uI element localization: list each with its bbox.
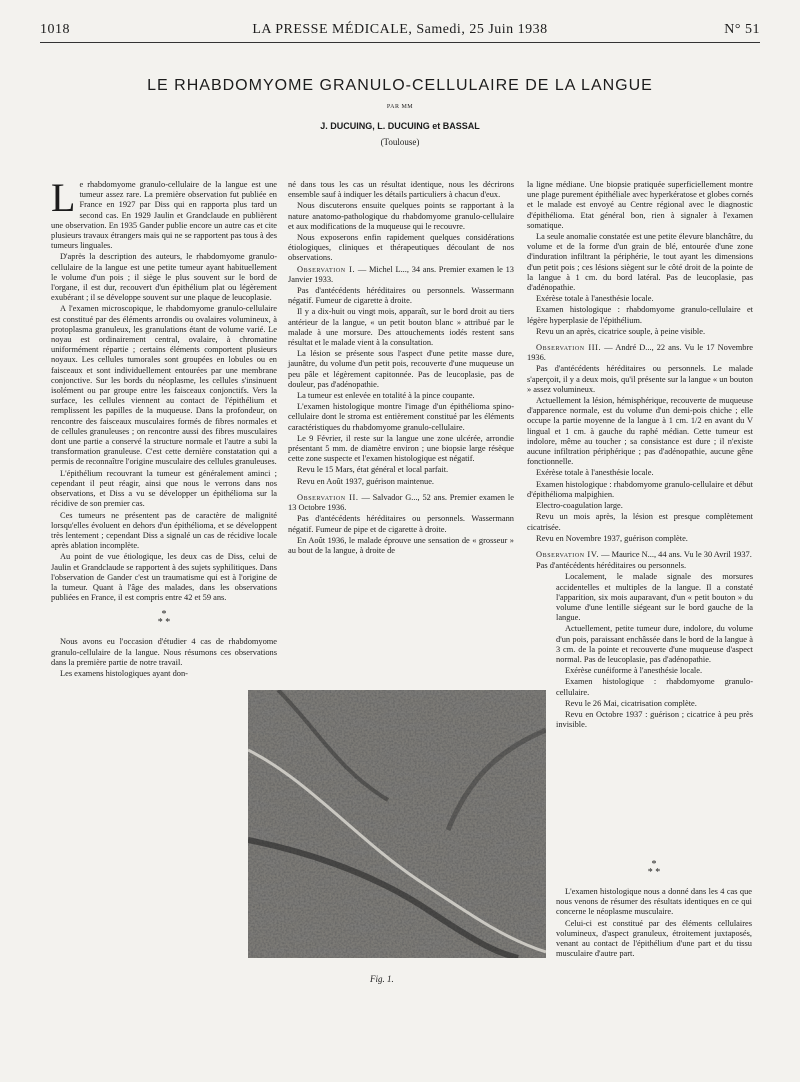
issue-number: N° 51 bbox=[724, 22, 760, 37]
micrograph-figure bbox=[248, 690, 546, 958]
column-3-continued bbox=[556, 861, 752, 960]
paragraph: L'examen histologique montre l'image d'un épithélioma spino-cellulaire dont le stroma est entièrement constitué par les éléments caractéristiques du rhabdomyome granulo-cellulaire. bbox=[288, 402, 514, 432]
paragraph: Nous discuterons ensuite quelques points se rapportant à la nature anatomo-pathologique du rhabdomyome granulo-cellulaire et aux modifications de la muqueuse qui le recouvre. bbox=[288, 201, 514, 231]
observation-heading: Observation II. — Salvador G..., 52 ans. Premier examen le 13 Octobre 1936. bbox=[288, 492, 514, 513]
article-title: LE RHABDOMYOME GRANULO-CELLULAIRE DE LA LANGUE bbox=[147, 77, 653, 94]
paragraph: Ces tumeurs ne présentent pas de caractère de malignité lorsqu'elles évoluent en dehors d'un épithélioma, et se développent très lentement ; cependant Diss a signalé un cas de récidive locale après ablation incomplète. bbox=[51, 510, 277, 551]
wrapped-block bbox=[556, 572, 753, 730]
paragraph: Exérèse totale à l'anesthésie locale. bbox=[536, 468, 654, 478]
section-separator: * * * bbox=[647, 859, 661, 878]
paragraph: la ligne médiane. Une biopsie pratiquée superficiellement montre une plage purement épithéliale avec hyperkératose et globes cornés et le malade est envoyé au Centre régional avec le diagnostic d'épithélioma. Etat général bon, rien à signaler à l'examen somatique. bbox=[527, 180, 753, 230]
drop-cap: L bbox=[51, 175, 76, 220]
paragraph: En Août 1936, le malade éprouve une sensation de « grosseur » au bout de la langue, à droite de bbox=[288, 535, 514, 555]
paragraph: Revu un mois après, la lésion est presque complètement cicatrisée. bbox=[527, 512, 753, 532]
paragraph: Revu en Novembre 1937, guérison complète. bbox=[536, 533, 688, 543]
paragraph: Il y a dix-huit ou vingt mois, apparaît, sur le bord droit au tiers antérieur de la langue, « un petit bouton blanc » attribué par le malade à une morsure. Des attouchements iodés restent sans résultat et le malade vient à la consultation. bbox=[288, 307, 514, 348]
paragraph: Revu en Octobre 1937 : guérison ; cicatrice à peu près invisible. bbox=[556, 709, 753, 730]
paragraph: D'après la description des auteurs, le rhabdomyome granulo-cellulaire de la langue est une petite tumeur ayant habituellement le volume d'un pois ; il siège le plus souvent sur le bord de l'organe, il est dur, recouvert d'un épithélium plat ou légèrement exubérant ; il se développe souvent sur une plaque de leucoplasie. bbox=[51, 252, 277, 303]
paragraph: La seule anomalie constatée est une petite élevure blanchâtre, du volume et de la forme d'un grain de blé, entourée d'une zone d'induration infiltrant la périphérie, le tout ayant les dimensions d'un petit pois ; ces lésions siègent sur le côté droit de la pointe de la langue à 1 cm. du bord latéral. Pas de leucoplasie, pas d'adénopathie. bbox=[527, 232, 753, 293]
paragraph: Le rhabdomyome granulo-cellulaire de la langue est une tumeur assez rare. La première observation fut publiée en France en 1927 par Diss qui en rapporta plus tard un second cas. En 1929 Jaulin et Grandclaude en publièrent une observation. En 1935 Gander publie encore un autre cas et cite plusieurs travaux étrangers mais qui ne se rapportent pas tous à des tumeurs linguales. bbox=[51, 175, 277, 251]
paragraph: La lésion se présente sous l'aspect d'une petite masse dure, jaunâtre, du volume d'un petit pois, recouverte d'une muqueuse un peu pâle et légèrement capitonnée. Pas de leucoplasie, pas de douleur, pas d'adénopathie. bbox=[288, 349, 514, 389]
affiliation: (Toulouse) bbox=[380, 137, 420, 147]
paragraph: Actuellement la lésion, hémisphérique, recouverte de muqueuse d'apparence normale, est du volume d'un demi-pois chiche ; elle occupe la partie moyenne de la langue à 1 cm. 1/2 en avant du V lingual et 1 cm. à gauche du raphé médian. Cette tumeur est indolore, même au toucher ; sa consistance est dure ; il n'existe aucune infiltration périphérique ; pas d'adénopathie, aucune gêne fonctionnelle. bbox=[527, 396, 753, 467]
column-3 bbox=[527, 180, 753, 731]
paragraph: La tumeur est enlevée en totalité à la pince coupante. bbox=[297, 391, 475, 401]
paragraph: Pas d'antécédents héréditaires ou personnels. Wassermann négatif. Fumeur de pipe et de cigarette à droite. bbox=[288, 514, 514, 534]
par-label: PAR MM bbox=[386, 104, 414, 110]
paragraph: né dans tous les cas un résultat identique, nous les décrirons ensemble sauf à indiquer les détails particuliers à chacun d'eux. bbox=[288, 180, 514, 200]
paragraph: Celui-ci est constitué par des éléments cellulaires volumineux, d'aspect granuleux, étroitement juxtaposés, venant au contact de l'épithélium d'une part et du tissu musculaire d'autre part. bbox=[556, 918, 752, 959]
paragraph: A l'examen microscopique, le rhabdomyome granulo-cellulaire est constitué par des éléments arrondis ou ovalaires volumineux, à protoplasma granuleux, les granulations étant de volume varié. Le noyau est ordinairement central, ovalaire, à chromatine uniformément répartie ; certains éléments comportent plusieurs noyaux. Les cellules tumorales sont groupées en lobules ou en faisceaux et sont individuellement entourées par une membrane conjonctive. Sur les bords du néoplasme, les cellules s'insinuent isolément ou par groupe entre les faisceaux conjonctifs. Vers la surface, les cellules viennent au contact de l'épithélium et remplissent les papilles de la muqueuse. Dans la profondeur, on rencontre des faisceaux musculaires formés de fibres normales et de cellules granuleuses ; on rencontre aussi des fibres musculaires dont une partie a conservé la structure normale et l'autre a subi la transformation granuleuse. C'est cette dernière constatation qui a permis de reconnaître l'origine musculaire des cellules granuleuses. bbox=[51, 304, 277, 467]
paragraph: Actuellement, petite tumeur dure, indolore, du volume d'un pois, paraissant enchâssée dans le bord de la langue à 3 cm. de la pointe et recouverte d'une muqueuse d'aspect normal. Pas de leucoplasie, pas d'adénopathie. bbox=[556, 624, 753, 664]
paragraph: Localement, le malade signale des morsures accidentelles et multiples de la langue. Il a constaté l'apparition, six mois auparavant, d'un « petit bouton » du volume d'une lentille siégeant sur le bord gauche de la langue. bbox=[556, 572, 753, 623]
running-header bbox=[40, 22, 760, 40]
paragraph: Revu le 26 Mai, cicatrisation complète. bbox=[565, 698, 697, 708]
column-2 bbox=[288, 180, 514, 557]
paragraph: Examen histologique : rhabdomyome granulo-cellulaire et légère hyperplasie de l'épithélium. bbox=[527, 305, 753, 325]
paragraph: Pas d'antécédents héréditaires ou personnels. Wassermann négatif. Fumeur de cigarette à droite. bbox=[288, 286, 514, 306]
paragraph: Electro-coagulation large. bbox=[536, 501, 623, 511]
paragraph: Exérèse cunéiforme à l'anesthésie locale. bbox=[565, 666, 703, 676]
paragraph: Pas d'antécédents héréditaires ou personnels. Le malade s'aperçoit, il y a deux mois, qu'il présente sur la langue « un bouton » assez volumineux. bbox=[527, 364, 753, 394]
paragraph: Nous avons eu l'occasion d'étudier 4 cas de rhabdomyome granulo-cellulaire de la langue. Nous résumons ces observations dans la première partie de notre travail. bbox=[51, 637, 277, 667]
paragraph: Pas d'antécédents héréditaires ou personnels. bbox=[536, 561, 687, 571]
paragraph: Le 9 Février, il reste sur la langue une zone ulcérée, arrondie présentant 5 mm. de diamètre environ ; une biopsie large résèque cette zone suspecte et l'examen histologique est négatif. bbox=[288, 433, 514, 464]
column-1 bbox=[51, 175, 277, 680]
paragraph: Nous exposerons enfin rapidement quelques considérations étiologiques, cliniques et thérapeutiques découlant de nos observations. bbox=[288, 233, 514, 263]
paragraph: Revu un an après, cicatrice souple, à peine visible. bbox=[536, 326, 706, 336]
paragraph: Examen histologique : rhabdomyome granulo-cellulaire et début d'épithélioma malpighien. bbox=[527, 479, 753, 499]
observation-heading: Observation I. — Michel L..., 34 ans. Premier examen le 13 Janvier 1933. bbox=[288, 264, 514, 284]
page-number: 1018 bbox=[40, 22, 70, 37]
paragraph: Exérèse totale à l'anesthésie locale. bbox=[536, 294, 654, 304]
journal-title: LA PRESSE MÉDICALE, Samedi, 25 Juin 1938 bbox=[252, 22, 548, 37]
paragraph: Au point de vue étiologique, les deux cas de Diss, celui de Jaulin et Grandclaude se rapportent à des sujets syphilitiques. Dans l'observation de Gander c'est un traumatisme qui est à l'origine de la tumeur. Quant à l'âge des malades, dans les observations publiées en France, il est compris entre 42 et 59 ans. bbox=[51, 552, 277, 603]
authors: J. DUCUING, L. DUCUING et BASSAL bbox=[320, 121, 480, 131]
figure-caption: Fig. 1. bbox=[370, 974, 394, 984]
section-separator: * * * bbox=[157, 609, 171, 629]
observation-heading: Observation III. — André D..., 22 ans. Vu le 17 Novembre 1936. bbox=[527, 343, 753, 363]
paragraph: Revu en Août 1937, guérison maintenue. bbox=[297, 476, 435, 486]
paragraph: L'épithélium recouvrant la tumeur est généralement aminci ; cependant il peut réagir, ainsi que nous le verrons dans nos observations, et Diss a vu se développer un épithélioma sur la récidive de son premier cas. bbox=[51, 468, 277, 509]
paragraph: Revu le 15 Mars, état général et local parfait. bbox=[297, 465, 449, 475]
observation-heading: Observation IV. — Maurice N..., 44 ans. Vu le 30 Avril 1937. bbox=[536, 549, 752, 559]
paragraph: L'examen histologique nous a donné dans les 4 cas que nous venons de résumer des résultats identiques en ce qui concerne le néoplasme musculaire. bbox=[556, 887, 752, 917]
paragraph: Examen histologique : rhabdomyome granulo-cellulaire. bbox=[556, 677, 753, 697]
header-rule bbox=[40, 42, 760, 43]
paragraph: Les examens histologiques ayant don- bbox=[60, 668, 188, 678]
